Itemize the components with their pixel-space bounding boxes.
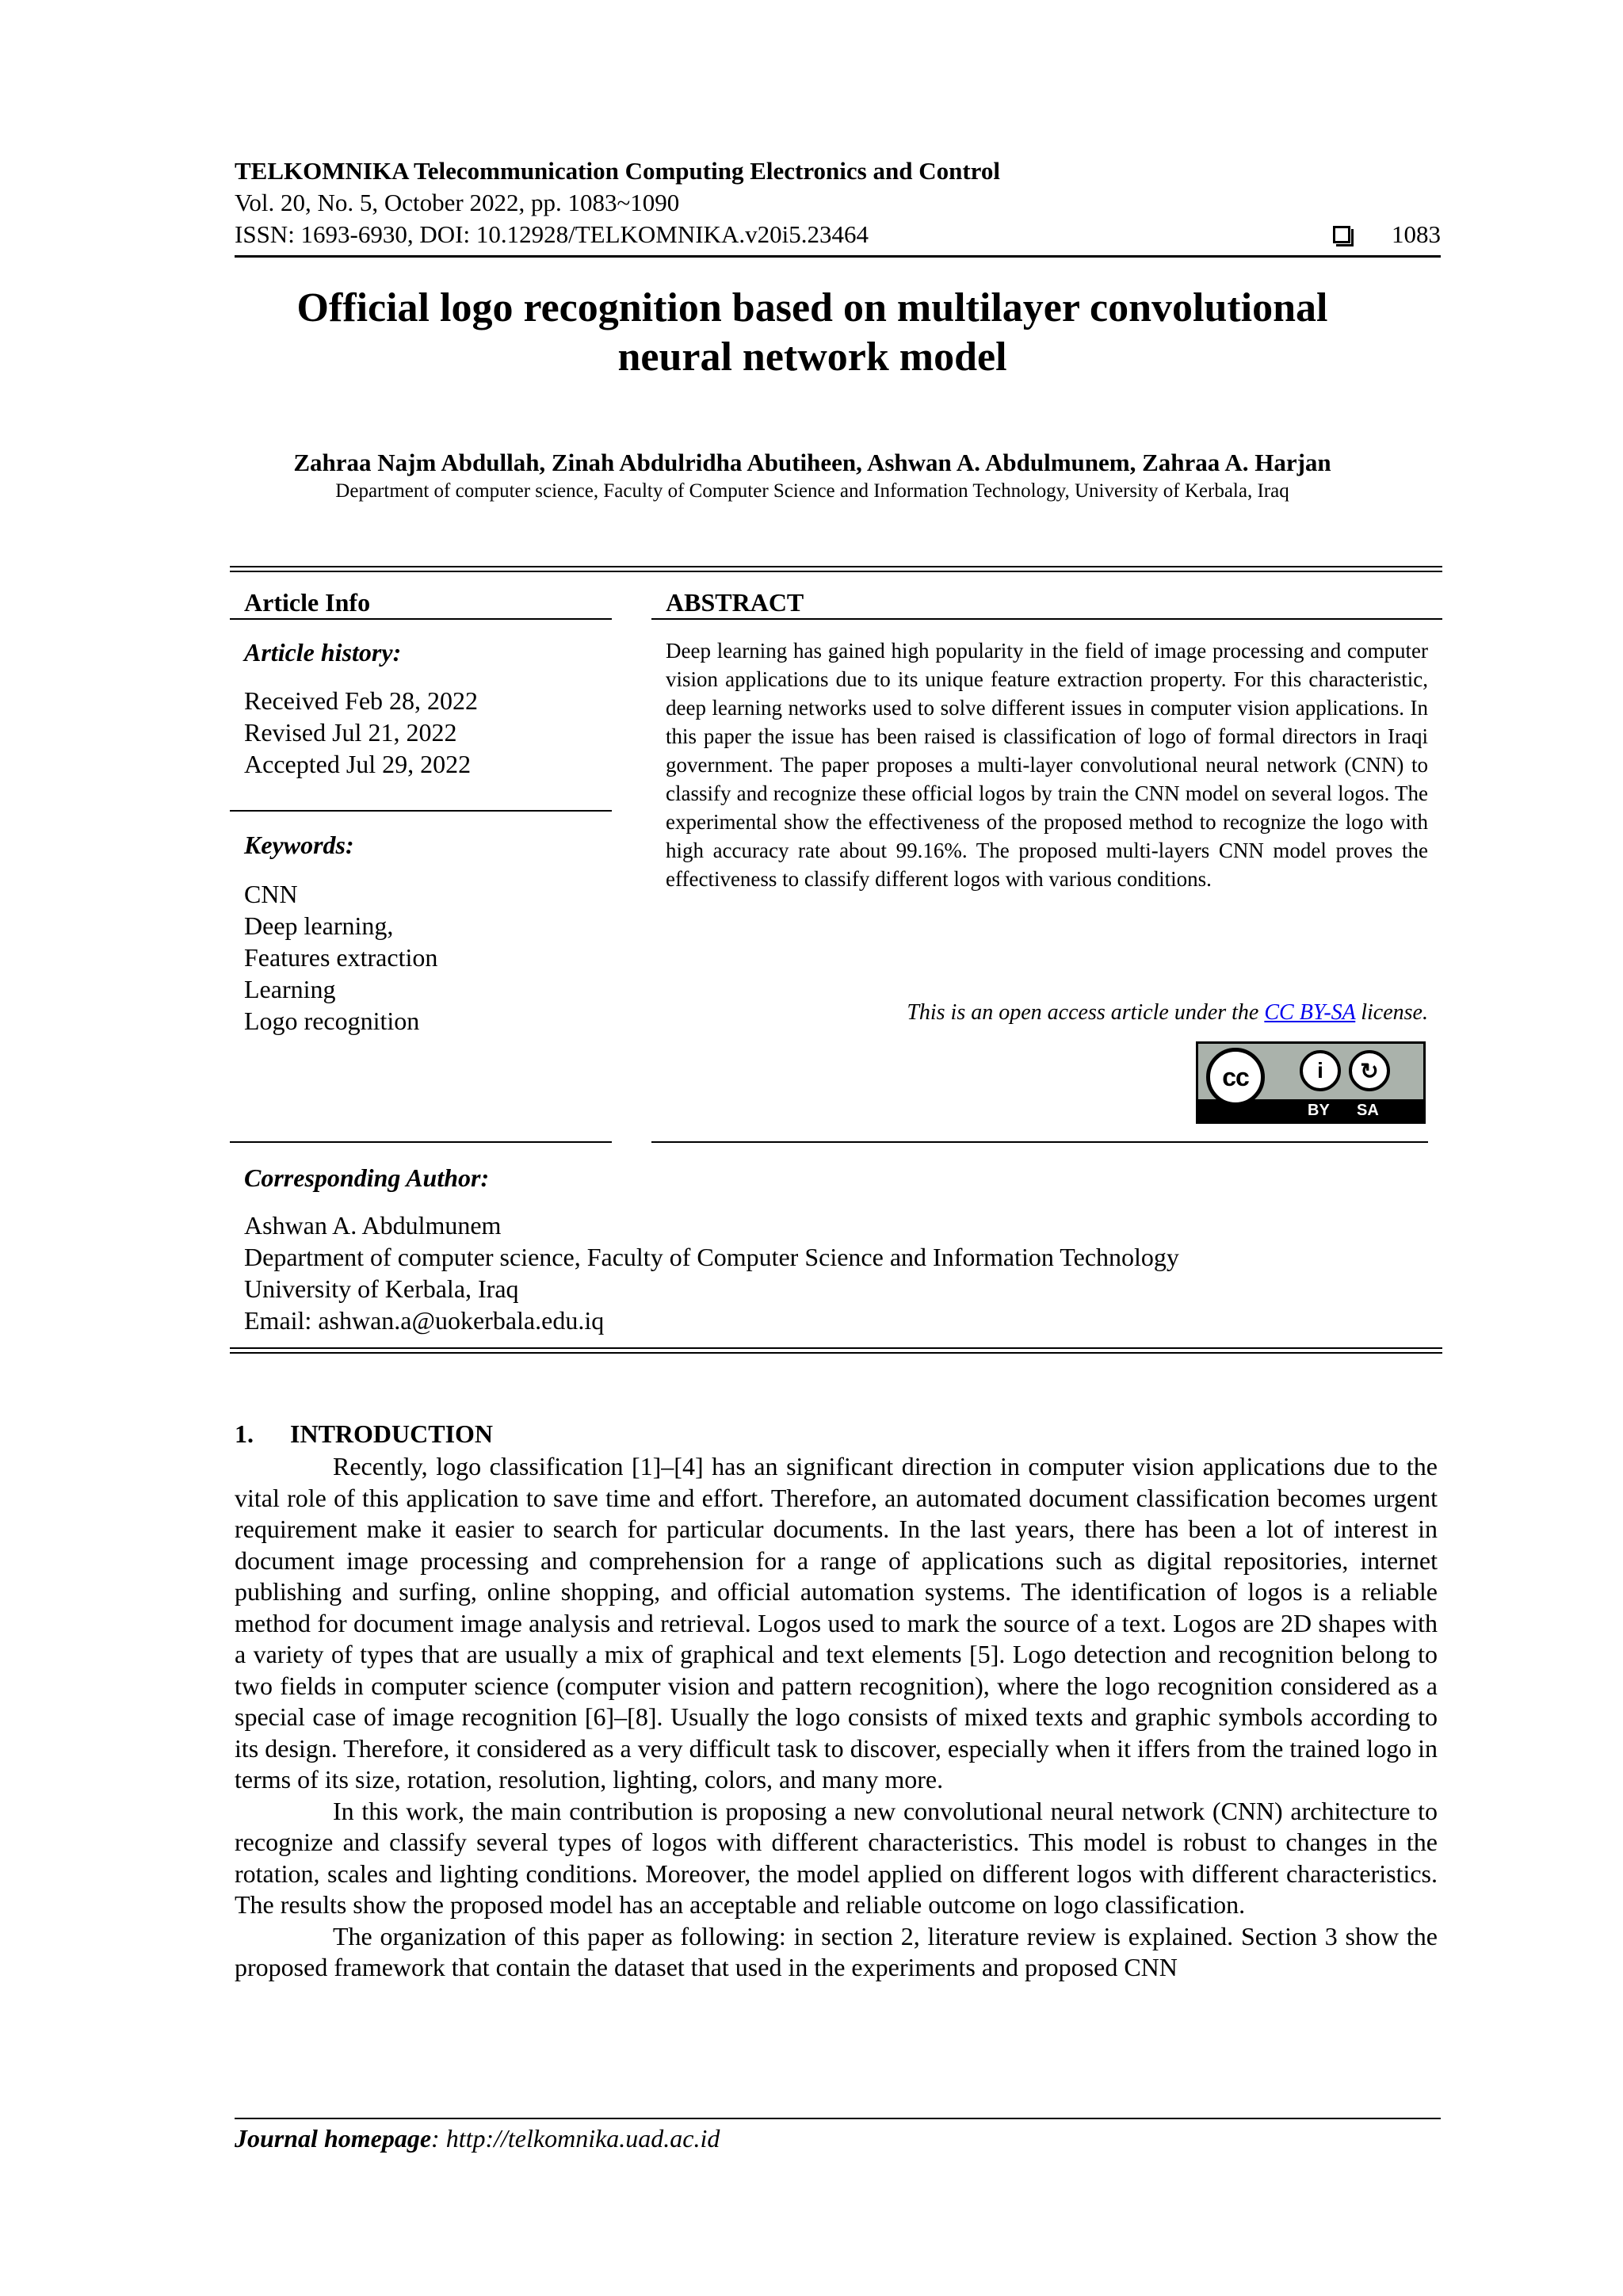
keyword-item: Learning (244, 975, 336, 1003)
received-date: Received Feb 28, 2022 (244, 686, 479, 715)
intro-paragraph: Recently, logo classification [1]–[4] has an significant direction in computer vision applications due to the vital role of this application to save time and effort. Therefore, an automated document classification becomes urgent requirement make it easier to search for particular documents. In the last years, there has been a lot of interest in document image processing and comprehension for a range of applications such as digital repositories, internet publishing and surfing, online shopping, and official automation systems. The identification of logos is a reliable method for document image analysis and retrieval. Logos used to mark the source of a text. Logos are 2D shapes with a variety of types that are usually a mix of graphical and text elements [5]. Logo detection and recognition belong to two fields in computer science (computer vision and pattern recognition), where the logo recognition considered as a special case of image recognition [6]–[8]. Usually the logo consists of mixed texts and graphic symbols according to its design. Therefore, it considered as a very difficult task to discover, especially when it iffers from the trained logo in terms of its size, rotation, resolution, lighting, colors, and many more. (235, 1452, 1438, 1794)
corresponding-email: Email: ashwan.a@uokerbala.edu.iq (244, 1306, 605, 1335)
footer (235, 2124, 720, 2153)
article-info-bottom-rule (230, 1141, 612, 1143)
keywords-list (244, 878, 437, 1037)
footer-label: Journal homepage (235, 2124, 432, 2153)
footer-separator: : (431, 2124, 446, 2153)
license-prefix: This is an open access article under the (907, 1000, 1265, 1025)
article-info-heading: Article Info (244, 588, 371, 617)
by-person-icon: i (1300, 1050, 1341, 1091)
abstract-text: Deep learning has gained high popularity in the field of image processing and computer vision applications due to its unique feature extraction property. For this characteristic, deep learning networks used to solve different issues in computer vision applications. In this paper the issue has been raised is classification of logo of formal directors in Iraqi government. The paper proposes a multi-layer convolutional neural network (CNN) to classify and recognize these official logos by train the CNN model on several logos. The experimental show the effectiveness of the proposed method to recognize the logo with high accuracy rate about 99.16%. The proposed multi-layers CNN model proves the effectiveness to classify different logos with various conditions. (666, 639, 1428, 891)
corresponding-university: University of Kerbala, Iraq (244, 1274, 519, 1303)
corresponding-department: Department of computer science, Faculty of Computer Science and Information Technology (244, 1243, 1179, 1271)
section-title: INTRODUCTION (290, 1419, 494, 1448)
corresponding-heading: Corresponding Author: (244, 1163, 490, 1192)
intro-paragraph: The organization of this paper as following: in section 2, literature review is explained. Section 3 show the proposed framework that contain the dataset that used in the experiments and proposed CNN (235, 1921, 1438, 1981)
accepted-date: Accepted Jul 29, 2022 (244, 750, 472, 778)
cc-icon: cc (1206, 1048, 1265, 1106)
license-link[interactable]: CC BY-SA (1264, 1000, 1356, 1025)
journal-name: TELKOMNIKA Telecommunication Computing Electronics and Control (235, 157, 1000, 185)
header-rule (235, 255, 1441, 258)
keyword-item: Logo recognition (244, 1007, 420, 1035)
abstract-rule (651, 618, 1442, 620)
footer-rule (235, 2118, 1441, 2119)
info-top-rule-2 (230, 571, 1442, 572)
article-history (244, 685, 478, 780)
sa-share-icon: ↻ (1349, 1050, 1390, 1091)
issn-doi: ISSN: 1693-6930, DOI: 10.12928/TELKOMNIKA.v20i5.23464 (235, 220, 869, 248)
badge-sa-label: SA (1357, 1102, 1379, 1119)
cc-by-sa-badge[interactable] (1196, 1041, 1426, 1124)
keywords-rule (230, 810, 612, 812)
introduction-body (235, 1451, 1438, 1984)
abstract-bottom-rule (651, 1141, 1428, 1143)
title-line-2: neural network model (617, 334, 1007, 380)
keyword-item: Features extraction (244, 943, 438, 972)
badge-by-label: BY (1308, 1102, 1330, 1119)
volume-info: Vol. 20, No. 5, October 2022, pp. 1083~1090 (235, 189, 680, 216)
paper-title (190, 284, 1434, 382)
corresponding-details (244, 1209, 1179, 1336)
authors: Zahraa Najm Abdullah, Zinah Abdulridha Abutiheen, Ashwan A. Abdulmunem, Zahraa A. Harjan (293, 449, 1331, 476)
article-history-heading: Article history: (244, 638, 402, 667)
article-info-rule (230, 618, 612, 620)
introduction-heading (235, 1419, 493, 1449)
info-bottom-rule-2 (230, 1352, 1442, 1354)
intro-paragraph: In this work, the main contribution is proposing a new convolutional neural network (CNN) architecture to recognize and classify several types of logos with different characteristics. This model is robust to changes in the rotation, scales and lighting conditions. Moreover, the model applied on different logos with different characteristics. The results show the proposed model has an acceptable and reliable outcome on logo classification. (235, 1796, 1438, 1919)
page-box-icon (1333, 226, 1350, 243)
corresponding-name: Ashwan A. Abdulmunem (244, 1211, 502, 1240)
revised-date: Revised Jul 21, 2022 (244, 718, 457, 747)
keyword-item: CNN (244, 880, 298, 908)
title-line-1: Official logo recognition based on multilayer convolutional (296, 285, 1328, 330)
keywords-heading: Keywords: (244, 831, 354, 859)
license-line (907, 1000, 1428, 1026)
page-number: 1083 (1392, 220, 1441, 248)
page-number-block (1333, 220, 1441, 249)
info-bottom-rule (230, 1347, 1442, 1349)
section-number: 1. (235, 1419, 254, 1448)
info-top-rule (230, 566, 1442, 567)
abstract-heading: ABSTRACT (666, 588, 804, 617)
affiliation: Department of computer science, Faculty of Computer Science and Information Technology, University of Kerbala, Iraq (335, 480, 1289, 502)
footer-url[interactable]: http://telkomnika.uad.ac.id (445, 2124, 720, 2153)
license-suffix: license. (1355, 1000, 1428, 1025)
keyword-item: Deep learning, (244, 911, 394, 940)
